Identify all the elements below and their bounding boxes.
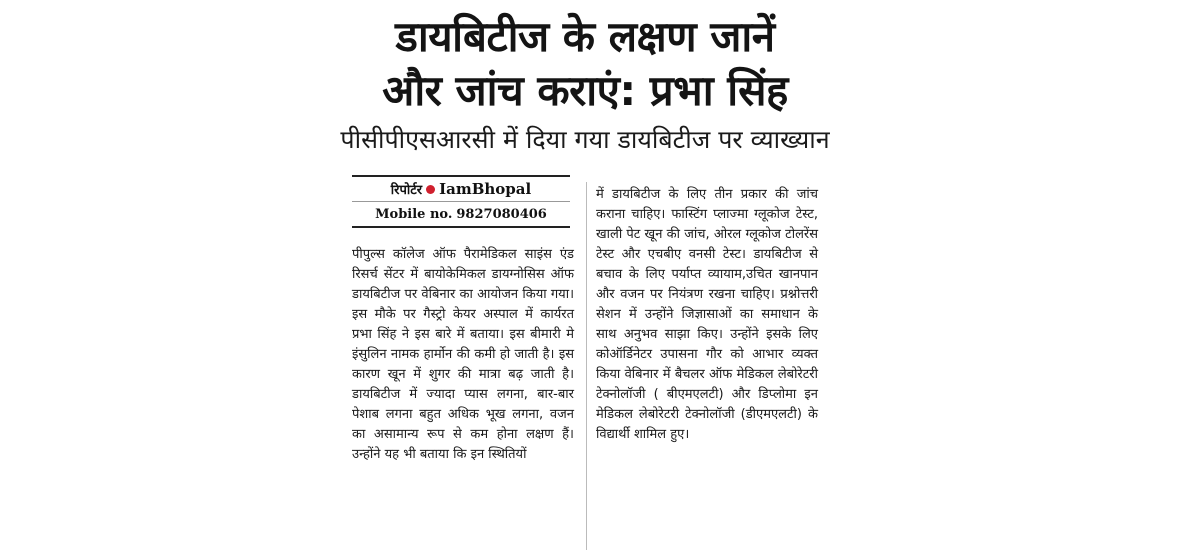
- article-column-right: [596, 185, 818, 445]
- red-bullet-icon: [426, 185, 435, 194]
- column-divider: [586, 182, 587, 550]
- column-right-text: में डायबिटीज के लिए तीन प्रकार की जांच कराना चाहिए। फास्टिंग प्लाज्मा ग्लूकोज टेस्ट, खाली पेट खून की जांच, ओरल ग्लूकोज टोलरेंस टेस्ट और एचबीए वनसी टेस्ट। डायबिटीज से बचाव के लिए पर्याप्त व्यायाम,उचित खानपान और वजन पर नियंत्रण रखना चाहिए। प्रश्नोत्तरी सेशन में उन्होंने जिज्ञासाओं का समाधान के साथ अनुभव साझा किए। उन्होंने इसके लिए कोऑर्डिनेटर उपासना गौर को आभार व्यक्त किया वेबिनार में बैचलर ऑफ मेडिकल लेबोरेटरी टेक्नोलॉजी ( बीएमएलटी) और डिप्लोमा इन मेडिकल लेबोरेटरी टेक्नोलॉजी (डीएमएलटी) के विद्यार्थी शामिल हुए।: [596, 187, 818, 442]
- reporter-line: [352, 177, 570, 202]
- mobile-number: 9827080406: [456, 206, 547, 222]
- newspaper-article: [340, 10, 830, 550]
- byline-box: [352, 175, 570, 228]
- headline-line-1: डायबिटीज के लक्षण जानें: [395, 12, 775, 61]
- article-column-left: [352, 245, 574, 465]
- mobile-label: Mobile no.: [375, 206, 453, 222]
- headline-line-2: और जांच कराएं: प्रभा सिंह: [382, 66, 788, 115]
- headline: [340, 10, 830, 118]
- mobile-line: [352, 202, 570, 226]
- reporter-name: IamBhopal: [439, 180, 532, 198]
- reporter-label: रिपोर्टर: [390, 183, 423, 198]
- subheadline: पीसीपीएसआरसी में दिया गया डायबिटीज पर व्याख्यान: [340, 125, 830, 154]
- column-left-text: पीपुल्स कॉलेज ऑफ पैरामेडिकल साइंस एंड रिसर्च सेंटर में बायोकेमिकल डायग्नोसिस ऑफ डायबिटीज पर वेबिनार का आयोजन किया गया। इस मौके पर गैस्ट्रो केयर अस्पाल में कार्यरत प्रभा सिंह ने इस बारे में बताया। इस बीमारी मे इंसुलिन नामक हार्मोन की कमी हो जाती है। इस कारण खून में शुगर की मात्रा बढ़ जाती है। डायबिटीज में ज्यादा प्यास लगना, बार-बार पेशाब लगना बहुत अधिक भूख लगना, वजन का असामान्य रूप से कम होना लक्षण हैं। उन्होंने यह भी बताया कि इन स्थितियों: [352, 247, 574, 462]
